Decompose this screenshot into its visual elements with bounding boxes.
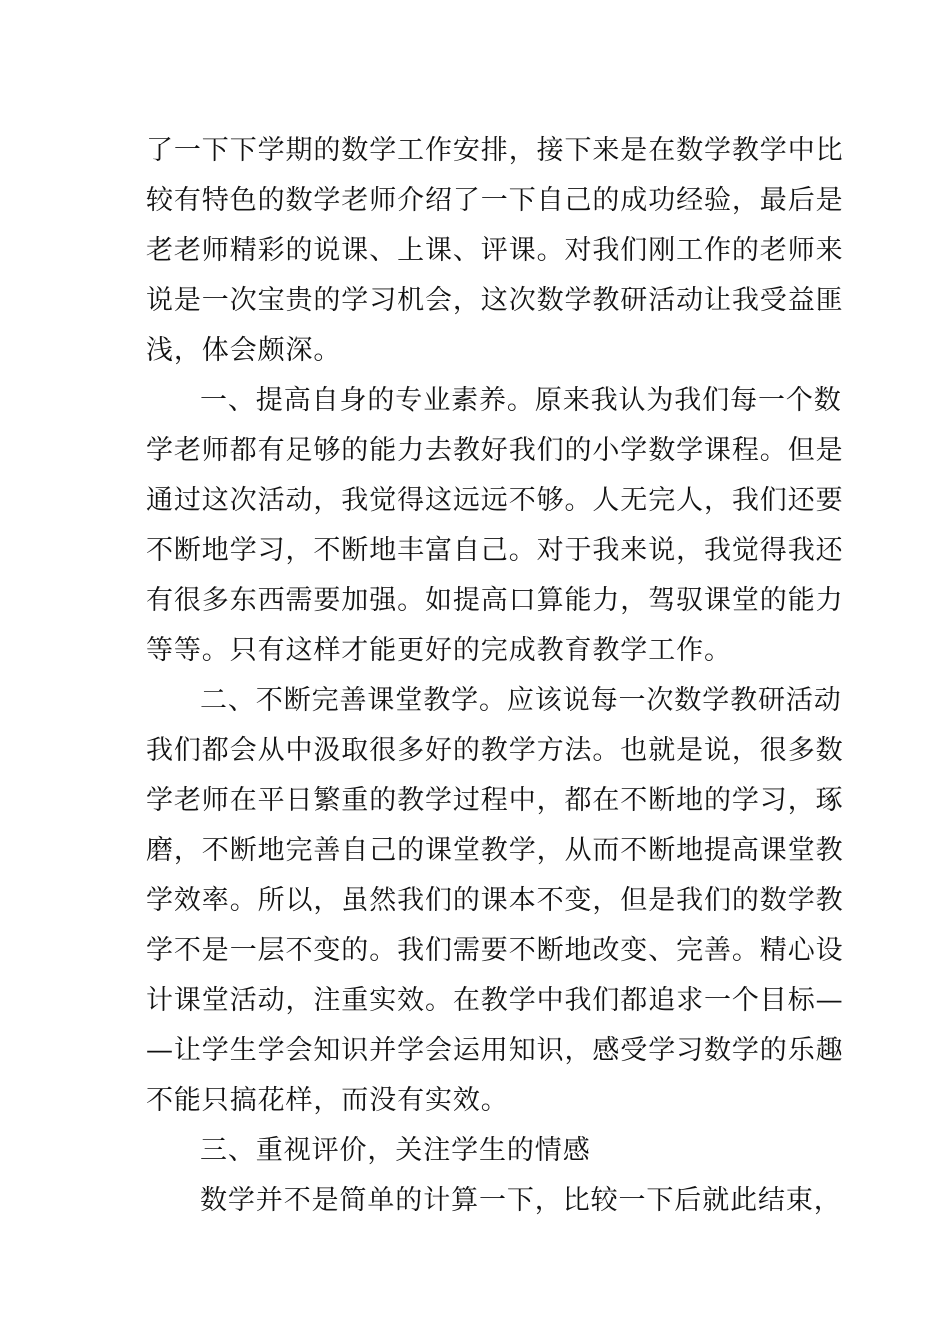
text-line: 数学并不是简单的计算一下，比较一下后就此结束， xyxy=(200,1185,842,1216)
text-line: 较有特色的数学老师介绍了一下自己的成功经验，最后是 xyxy=(146,185,844,216)
text-line: 计课堂活动，注重实效。在教学中我们都追求一个目标— xyxy=(146,985,844,1016)
text-line: 学老师都有足够的能力去教好我们的小学数学课程。但是 xyxy=(146,435,844,466)
text-line: 学不是一层不变的。我们需要不断地改变、完善。精心设 xyxy=(146,935,844,966)
text-line: 学老师在平日繁重的教学过程中，都在不断地的学习，琢 xyxy=(146,785,844,816)
text-line: 有很多东西需要加强。如提高口算能力，驾驭课堂的能力 xyxy=(146,585,844,616)
section-heading-line: 三、重视评价，关注学生的情感 xyxy=(200,1135,591,1166)
text-line: 等等。只有这样才能更好的完成教育教学工作。 xyxy=(146,635,732,666)
text-line: 说是一次宝贵的学习机会，这次数学教研活动让我受益匪 xyxy=(146,285,844,316)
section-heading-line: 二、不断完善课堂教学。应该说每一次数学教研活动 xyxy=(200,685,842,716)
section-heading-line: 一、提高自身的专业素养。原来我认为我们每一个数 xyxy=(200,385,842,416)
text-line: 学效率。所以，虽然我们的课本不变，但是我们的数学教 xyxy=(146,885,844,916)
text-line: 了一下下学期的数学工作安排，接下来是在数学教学中比 xyxy=(146,135,844,166)
text-line: 浅，体会颇深。 xyxy=(146,335,342,366)
text-line: 通过这次活动，我觉得这远远不够。人无完人，我们还要 xyxy=(146,485,844,516)
text-line: 磨，不断地完善自己的课堂教学，从而不断地提高课堂教 xyxy=(146,835,844,866)
text-line: 不能只搞花样，而没有实效。 xyxy=(146,1085,509,1116)
text-line: —让学生学会知识并学会运用知识，感受学习数学的乐趣 xyxy=(146,1035,844,1066)
text-line: 老老师精彩的说课、上课、评课。对我们刚工作的老师来 xyxy=(146,235,844,266)
body-text xyxy=(146,126,844,1226)
text-line: 我们都会从中汲取很多好的教学方法。也就是说，很多数 xyxy=(146,735,844,766)
text-line: 不断地学习，不断地丰富自己。对于我来说，我觉得我还 xyxy=(146,535,844,566)
